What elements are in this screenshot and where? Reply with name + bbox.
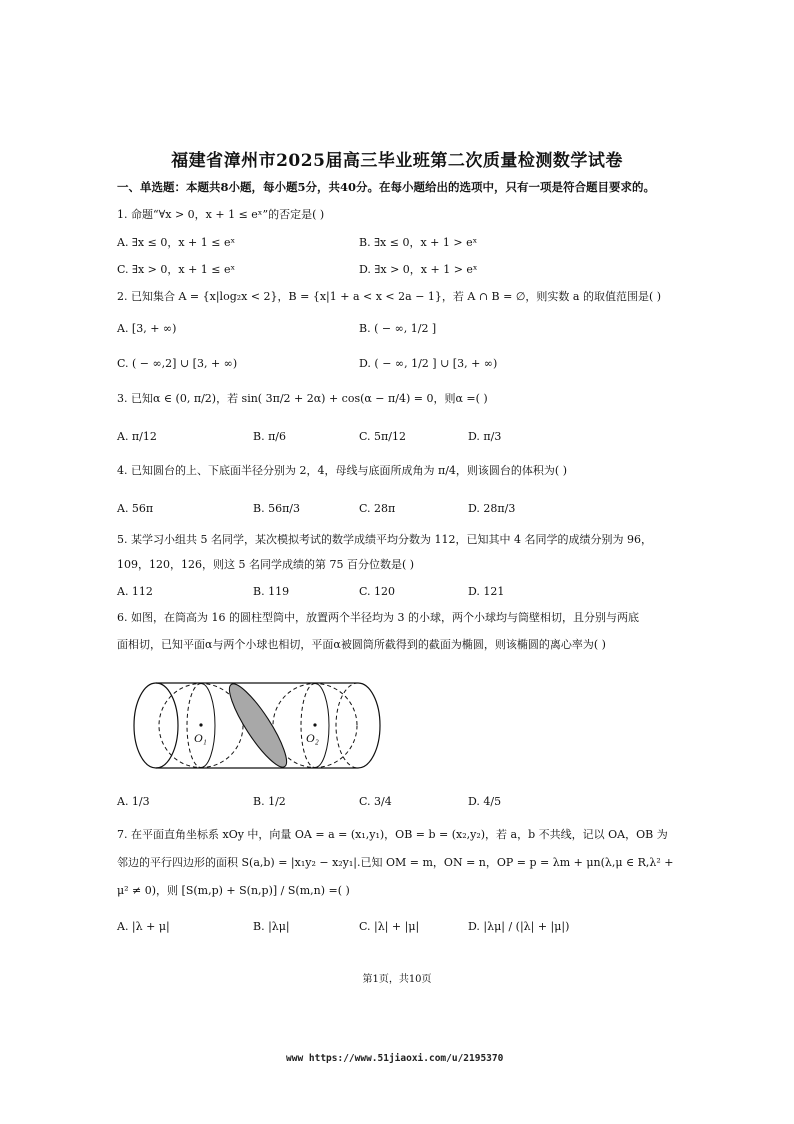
- question-4-option-b: B. 56π/3: [253, 502, 301, 515]
- question-3-option-a: A. π/12: [117, 430, 157, 443]
- sphere-left-equator-front: [201, 684, 215, 768]
- section-heading: 一、单选题：本题共8小题，每小题5分，共40分。在每小题给出的选项中，只有一项是符合题目要求的。: [117, 180, 656, 194]
- question-5-option-a: A. 112: [117, 585, 153, 598]
- question-7-option-b: B. |λμ|: [253, 920, 290, 933]
- question-2-option-b: B. ( − ∞, 1/2 ]: [359, 322, 437, 335]
- question-1-option-a: A. ∃x ≤ 0，x + 1 ≤ eˣ: [117, 236, 236, 249]
- watermark-url: www https://www.51jiaoxi.com/u/2195370: [286, 1053, 504, 1064]
- question-6-option-b: B. 1/2: [253, 795, 286, 808]
- question-5-option-c: C. 120: [359, 585, 396, 598]
- question-7-stem-line-3: μ² ≠ 0)，则 [S(m,p) + S(n,p)] / S(m,n) =( ): [117, 884, 350, 897]
- question-5-option-b: B. 119: [253, 585, 290, 598]
- sphere-right-equator-back: [301, 684, 315, 768]
- question-6-option-c: C. 3/4: [359, 795, 392, 808]
- question-1-option-c: C. ∃x > 0，x + 1 ≤ eˣ: [117, 263, 236, 276]
- question-2-option-c: C. ( − ∞,2] ∪ [3, + ∞): [117, 357, 238, 370]
- question-6-stem-line-1: 6. 如图，在筒高为 16 的圆柱型筒中，放置两个半径均为 3 的小球，两个小球均与筒壁相切，且分别与两底: [117, 611, 639, 624]
- question-7-stem-line-1: 7. 在平面直角坐标系 xOy 中，向量 OA = a = (x₁,y₁)，OB = b = (x₂,y₂)，若 a，b 不共线，记以 OA，OB 为: [117, 828, 668, 841]
- question-5-stem-line-2: 109，120，126，则这 5 名同学成绩的第 75 百分位数是( ): [117, 558, 415, 571]
- question-6-stem-line-2: 面相切，已知平面α与两个小球也相切，平面α被圆筒所截得到的截面为椭圆，则该椭圆的离心率为( ): [117, 638, 606, 651]
- question-5-stem-line-1: 5. 某学习小组共 5 名同学，某次模拟考试的数学成绩平均分数为 112，已知其中 4 名同学的成绩分别为 96，: [117, 533, 652, 546]
- question-7-option-d: D. |λμ| / (|λ| + |μ|): [468, 920, 570, 933]
- question-6-option-d: D. 4/5: [468, 795, 502, 808]
- question-3-option-d: D. π/3: [468, 430, 502, 443]
- label-o2: O₂: [306, 731, 319, 745]
- question-2-option-a: A. [3, + ∞): [117, 322, 177, 335]
- question-3-stem: 3. 已知α ∈ (0, π/2)，若 sin( 3π/2 + 2α) + cos(α − π/4) = 0，则α =( ): [117, 392, 488, 405]
- question-2-stem: 2. 已知集合 A = {x|log₂x < 2}，B = {x|1 + a < x < 2a − 1}，若 A ∩ B = ∅，则实数 a 的取值范围是( ): [117, 290, 662, 303]
- question-3-option-c: C. 5π/12: [359, 430, 406, 443]
- sphere-left-equator-back: [187, 684, 201, 768]
- sphere-right-equator-front: [315, 684, 329, 768]
- question-4-option-c: C. 28π: [359, 502, 396, 515]
- question-6-option-a: A. 1/3: [117, 795, 150, 808]
- question-7-option-c: C. |λ| + |μ|: [359, 920, 420, 933]
- question-4-option-d: D. 28π/3: [468, 502, 516, 515]
- exam-title: 福建省漳州市2025届高三毕业班第二次质量检测数学试卷: [171, 151, 623, 171]
- question-5-option-d: D. 121: [468, 585, 505, 598]
- question-1-option-b: B. ∃x ≤ 0，x + 1 > eˣ: [359, 236, 478, 249]
- cylinder-right-base-front: [358, 683, 380, 768]
- cylinder-two-spheres-figure: [132, 680, 384, 774]
- question-1-stem: 1. 命题“∀x > 0，x + 1 ≤ eˣ”的否定是( ): [117, 208, 325, 221]
- center-dot-o2: [313, 723, 316, 726]
- question-2-option-d: D. ( − ∞, 1/2 ] ∪ [3, + ∞): [359, 357, 498, 370]
- center-dot-o1: [199, 723, 202, 726]
- question-7-option-a: A. |λ + μ|: [117, 920, 170, 933]
- cylinder-right-base-back: [336, 683, 358, 768]
- question-4-option-a: A. 56π: [117, 502, 154, 515]
- question-1-option-d: D. ∃x > 0，x + 1 > eˣ: [359, 263, 478, 276]
- question-7-stem-line-2: 邻边的平行四边形的面积 S(a,b) = |x₁y₂ − x₂y₁|.已知 OM = m，ON = n，OP = p = λm + μn(λ,μ ∈ R,λ² +: [117, 856, 674, 869]
- page-footer: 第1页，共10页: [362, 974, 432, 985]
- question-4-stem: 4. 已知圆台的上、下底面半径分别为 2，4，母线与底面所成角为 π/4，则该圆台的体积为( ): [117, 464, 567, 477]
- ellipse-cross-section: [221, 680, 295, 773]
- question-3-option-b: B. π/6: [253, 430, 287, 443]
- label-o1: O₁: [194, 731, 207, 745]
